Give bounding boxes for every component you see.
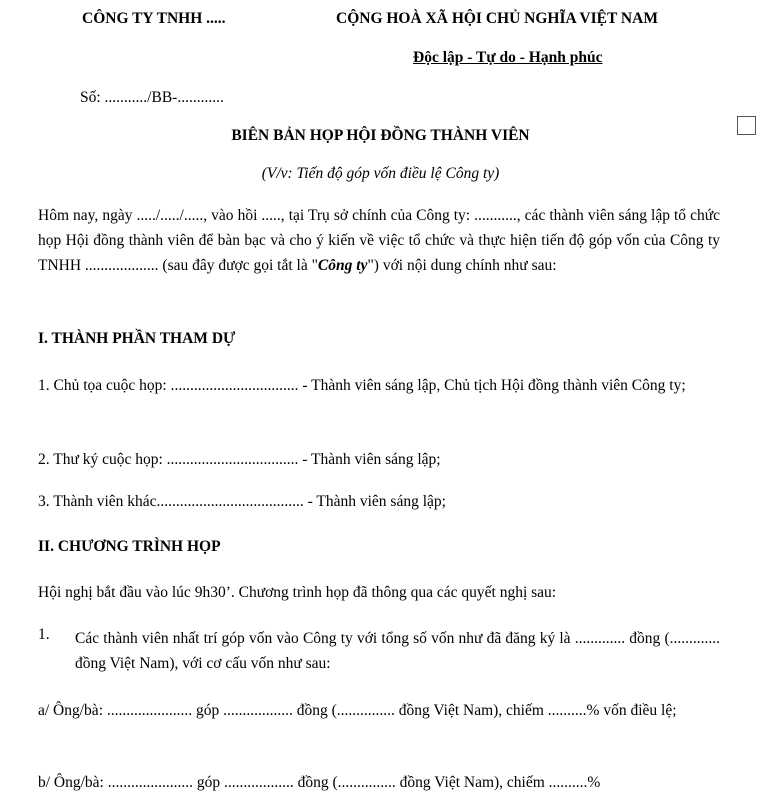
national-title: CỘNG HOÀ XÃ HỘI CHỦ NGHĨA VIỆT NAM: [336, 10, 658, 27]
company-name: CÔNG TY TNHH .....: [82, 10, 226, 27]
member-contribution: a/ Ông/bà: ...................... góp .................. đồng (............... đồng Việt Nam), chiếm ..........% vốn điều lệ;: [38, 702, 677, 719]
resolution-text: Các thành viên nhất trí góp vốn vào Công ty với tổng số vốn như đã đăng ký là ............. đồng (............. đồng Việt Nam), với cơ cấu vốn như sau:: [75, 630, 720, 672]
document-title: BIÊN BẢN HỌP HỘI ĐỒNG THÀNH VIÊN: [231, 127, 530, 144]
attendee-item: 3. Thành viên khác...................................... - Thành viên sáng lập;: [38, 493, 446, 510]
intro-emphasis: Công ty: [317, 257, 368, 274]
document-number: Số: .........../BB-............: [80, 89, 224, 106]
intro-text-after: ") với nội dung chính như sau:: [367, 257, 557, 274]
resolution-number: 1.: [38, 626, 50, 643]
intro-paragraph: [38, 203, 720, 278]
section-heading-agenda: II. CHƯƠNG TRÌNH HỌP: [38, 538, 221, 555]
agenda-intro: Hội nghị bắt đầu vào lúc 9h30’. Chương trình họp đã thông qua các quyết nghị sau:: [38, 584, 557, 601]
attendee-item: 2. Thư ký cuộc họp: .................................. - Thành viên sáng lập;: [38, 451, 441, 468]
document-subtitle: (V/v: Tiến độ góp vốn điều lệ Công ty): [261, 165, 500, 182]
section-heading-attendees: I. THÀNH PHẦN THAM DỰ: [38, 330, 236, 347]
attendee-item: 1. Chủ tọa cuộc họp: ................................. - Thành viên sáng lập, Chủ tịch Hội đồng thành viên Công ty;: [38, 377, 686, 394]
national-motto: Độc lập - Tự do - Hạnh phúc: [413, 49, 603, 66]
member-contribution: b/ Ông/bà: ...................... góp .................. đồng (............... đồng Việt Nam), chiếm ..........%: [38, 774, 601, 791]
intro-text-before: Hôm nay, ngày ...../...../....., vào hồi ....., tại Trụ sở chính của Công ty: ..........., các thành viên sáng lập tổ chức họp Hội đồng thành viên để bàn bạc và cho ý kiến về việc tổ chức và thực hiện tiến độ góp vốn của Công ty TNHH ................... (sau đây được gọi tắt là ": [38, 207, 720, 274]
